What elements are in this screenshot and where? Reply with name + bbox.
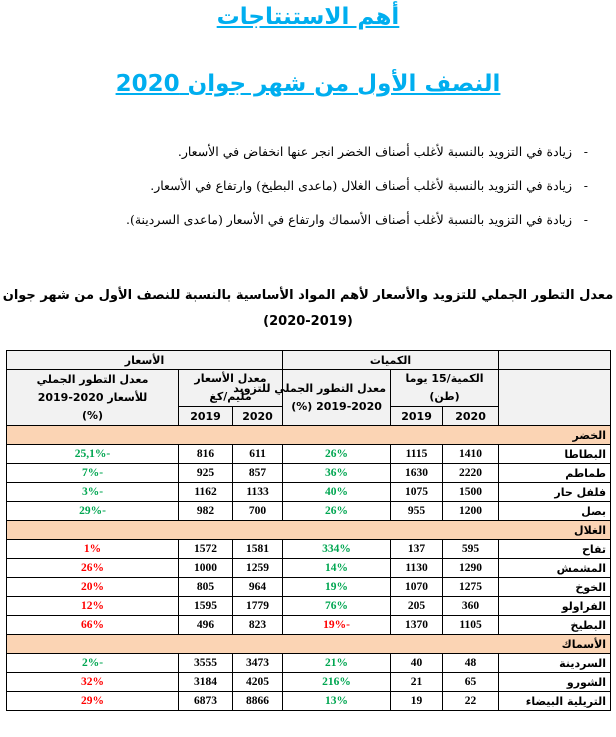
price-evolution-cell: -29% [7, 502, 179, 521]
price-2020-cell: 1779 [233, 597, 283, 616]
quantities-group-header: الكميات [283, 351, 499, 370]
quantity-evolution-cell: 334% [283, 540, 391, 559]
quantity-2019-cell: 1075 [391, 483, 443, 502]
product-name-cell: الفراولو [499, 597, 611, 616]
product-name-cell: البطيخ [499, 616, 611, 635]
price-evolution-cell: 32% [7, 673, 179, 692]
table-title [0, 283, 616, 335]
quantity-2020-cell: 2220 [443, 464, 499, 483]
price-2020-cell: 857 [233, 464, 283, 483]
table-row [7, 559, 611, 578]
price-2019-cell: 1000 [179, 559, 233, 578]
conclusions-list [28, 142, 588, 244]
bullet-dash: - [583, 144, 588, 159]
quantity-2019-cell: 21 [391, 673, 443, 692]
quantity-evolution-cell: 14% [283, 559, 391, 578]
product-name-cell: البطاطا [499, 445, 611, 464]
table-row [7, 673, 611, 692]
price-2020-cell: 700 [233, 502, 283, 521]
price-2019-cell: 1595 [179, 597, 233, 616]
bullet-dash: - [583, 178, 588, 193]
price-evolution-line3: (%) [81, 408, 104, 422]
table-row [7, 540, 611, 559]
price-2020-cell: 1133 [233, 483, 283, 502]
list-item-text: زيادة في التزويد بالنسبة لأغلب أصناف الخضر انجر عنها انخفاض في الأسعار. [177, 144, 572, 159]
price-evolution-cell: 29% [7, 692, 179, 711]
bullet-dash: - [583, 212, 588, 227]
name-column-header-cont [499, 370, 611, 426]
quantity-2020-cell: 1105 [443, 616, 499, 635]
price-evolution-line2: للأسعار 2020-2019 [37, 390, 148, 404]
quantity-2019-cell: 19 [391, 692, 443, 711]
category-row [7, 635, 611, 654]
quantity-2019-cell: 1370 [391, 616, 443, 635]
list-item-text: زيادة في التزويد بالنسبة لأغلب أصناف الأسماك وارتفاع في الأسعار (ماعدى السردينة). [125, 212, 572, 227]
quantity-header [391, 370, 499, 407]
quantity-2020-cell: 22 [443, 692, 499, 711]
quantity-evolution-header [233, 370, 391, 426]
name-column-header [499, 351, 611, 370]
price-evolution-cell: 1% [7, 540, 179, 559]
price-2019-cell: 3555 [179, 654, 233, 673]
quantity-2020-cell: 1275 [443, 578, 499, 597]
category-row [7, 426, 611, 445]
product-name-cell: تفاح [499, 540, 611, 559]
list-item [28, 176, 588, 210]
price-2019-cell: 496 [179, 616, 233, 635]
product-name-cell: بصل [499, 502, 611, 521]
quantity-evolution-cell: 36% [283, 464, 391, 483]
price-2019-cell: 1572 [179, 540, 233, 559]
quantity-2019-cell: 955 [391, 502, 443, 521]
quantity-evolution-cell: 21% [283, 654, 391, 673]
price-2020-cell: 611 [233, 445, 283, 464]
price-2019-cell: 805 [179, 578, 233, 597]
quantity-evolution-cell: 19% [283, 578, 391, 597]
quantity-evolution-line2: 2019-2020 (%) [291, 399, 382, 413]
table-row [7, 597, 611, 616]
quantity-evolution-cell: 216% [283, 673, 391, 692]
quantity-2019-cell: 137 [391, 540, 443, 559]
quantity-evolution-cell: 40% [283, 483, 391, 502]
list-item [28, 142, 588, 176]
quantity-evolution-cell: 13% [283, 692, 391, 711]
table-row [7, 692, 611, 711]
price-evolution-cell: 26% [7, 559, 179, 578]
price-2019-cell: 1162 [179, 483, 233, 502]
price-2020-cell: 1259 [233, 559, 283, 578]
quantity-evolution-line1: معدل التطور الجملي للتزويد [233, 381, 387, 395]
qty-year-2019-header: 2019 [391, 407, 443, 426]
quantity-2019-cell: 1130 [391, 559, 443, 578]
product-name-cell: الشورو [499, 673, 611, 692]
quantity-2020-cell: 1500 [443, 483, 499, 502]
quantity-2020-cell: 48 [443, 654, 499, 673]
price-evolution-header [7, 370, 179, 426]
page-subtitle: النصف الأول من شهر جوان 2020 [115, 71, 501, 97]
quantity-2020-cell: 1290 [443, 559, 499, 578]
table-row [7, 483, 611, 502]
table-title-line2: (2020-2019) [263, 314, 353, 329]
price-2020-cell: 4205 [233, 673, 283, 692]
quantity-evolution-cell: -19% [283, 616, 391, 635]
product-name-cell: السردينة [499, 654, 611, 673]
price-evolution-cell: -3% [7, 483, 179, 502]
price-header-line1: معدل الأسعار [194, 372, 267, 385]
price-evolution-cell: -25,1% [7, 445, 179, 464]
qty-year-2020-header: 2020 [443, 407, 499, 426]
table-row [7, 464, 611, 483]
quantity-2020-cell: 1200 [443, 502, 499, 521]
table-row [7, 502, 611, 521]
price-2019-cell: 6873 [179, 692, 233, 711]
price-evolution-cell: 12% [7, 597, 179, 616]
prices-group-header: الأسعار [7, 351, 283, 370]
price-evolution-line1: معدل التطور الجملي [36, 372, 149, 386]
quantity-2019-cell: 40 [391, 654, 443, 673]
price-2019-cell: 816 [179, 445, 233, 464]
quantity-evolution-cell: 26% [283, 502, 391, 521]
price-2020-cell: 964 [233, 578, 283, 597]
table-row [7, 654, 611, 673]
price-year-2020-header: 2020 [233, 407, 283, 426]
quantity-2020-cell: 360 [443, 597, 499, 616]
price-2020-cell: 8866 [233, 692, 283, 711]
price-2019-cell: 3184 [179, 673, 233, 692]
category-label: الغلال [7, 521, 611, 540]
list-item [28, 210, 588, 244]
price-evolution-cell: 20% [7, 578, 179, 597]
price-2020-cell: 823 [233, 616, 283, 635]
price-header-line2: مليم/كغ [209, 390, 252, 403]
table-row [7, 616, 611, 635]
price-2020-cell: 1581 [233, 540, 283, 559]
product-name-cell: التريلية البيضاء [499, 692, 611, 711]
price-2020-cell: 3473 [233, 654, 283, 673]
category-row [7, 521, 611, 540]
quantity-2020-cell: 595 [443, 540, 499, 559]
table-row [7, 445, 611, 464]
product-name-cell: الخوخ [499, 578, 611, 597]
quantity-header-line2: (طن) [429, 390, 460, 403]
product-name-cell: المشمش [499, 559, 611, 578]
quantity-evolution-cell: 26% [283, 445, 391, 464]
data-table [6, 350, 611, 711]
page-title: أهم الاستنتاجات [216, 4, 400, 30]
quantity-2020-cell: 1410 [443, 445, 499, 464]
table-row [7, 578, 611, 597]
price-evolution-cell: -7% [7, 464, 179, 483]
price-evolution-cell: -2% [7, 654, 179, 673]
quantity-2019-cell: 1630 [391, 464, 443, 483]
product-name-cell: طماطم [499, 464, 611, 483]
category-label: الأسماك [7, 635, 611, 654]
product-name-cell: فلفل حار [499, 483, 611, 502]
list-item-text: زيادة في التزويد بالنسبة لأغلب أصناف الغلال (ماعدى البطيخ) وارتفاع في الأسعار. [150, 178, 572, 193]
quantity-header-line1: الكمية/15 يوما [405, 372, 484, 385]
price-evolution-cell: 66% [7, 616, 179, 635]
price-2019-cell: 925 [179, 464, 233, 483]
quantity-2020-cell: 65 [443, 673, 499, 692]
quantity-evolution-cell: 76% [283, 597, 391, 616]
quantity-2019-cell: 1070 [391, 578, 443, 597]
price-year-2019-header: 2019 [179, 407, 233, 426]
quantity-2019-cell: 205 [391, 597, 443, 616]
category-label: الخضر [7, 426, 611, 445]
price-2019-cell: 982 [179, 502, 233, 521]
table-title-line1: معدل التطور الجملي للتزويد والأسعار لأهم المواد الأساسية بالنسبة للنصف الأول من شهر جوان [2, 288, 614, 303]
quantity-2019-cell: 1115 [391, 445, 443, 464]
